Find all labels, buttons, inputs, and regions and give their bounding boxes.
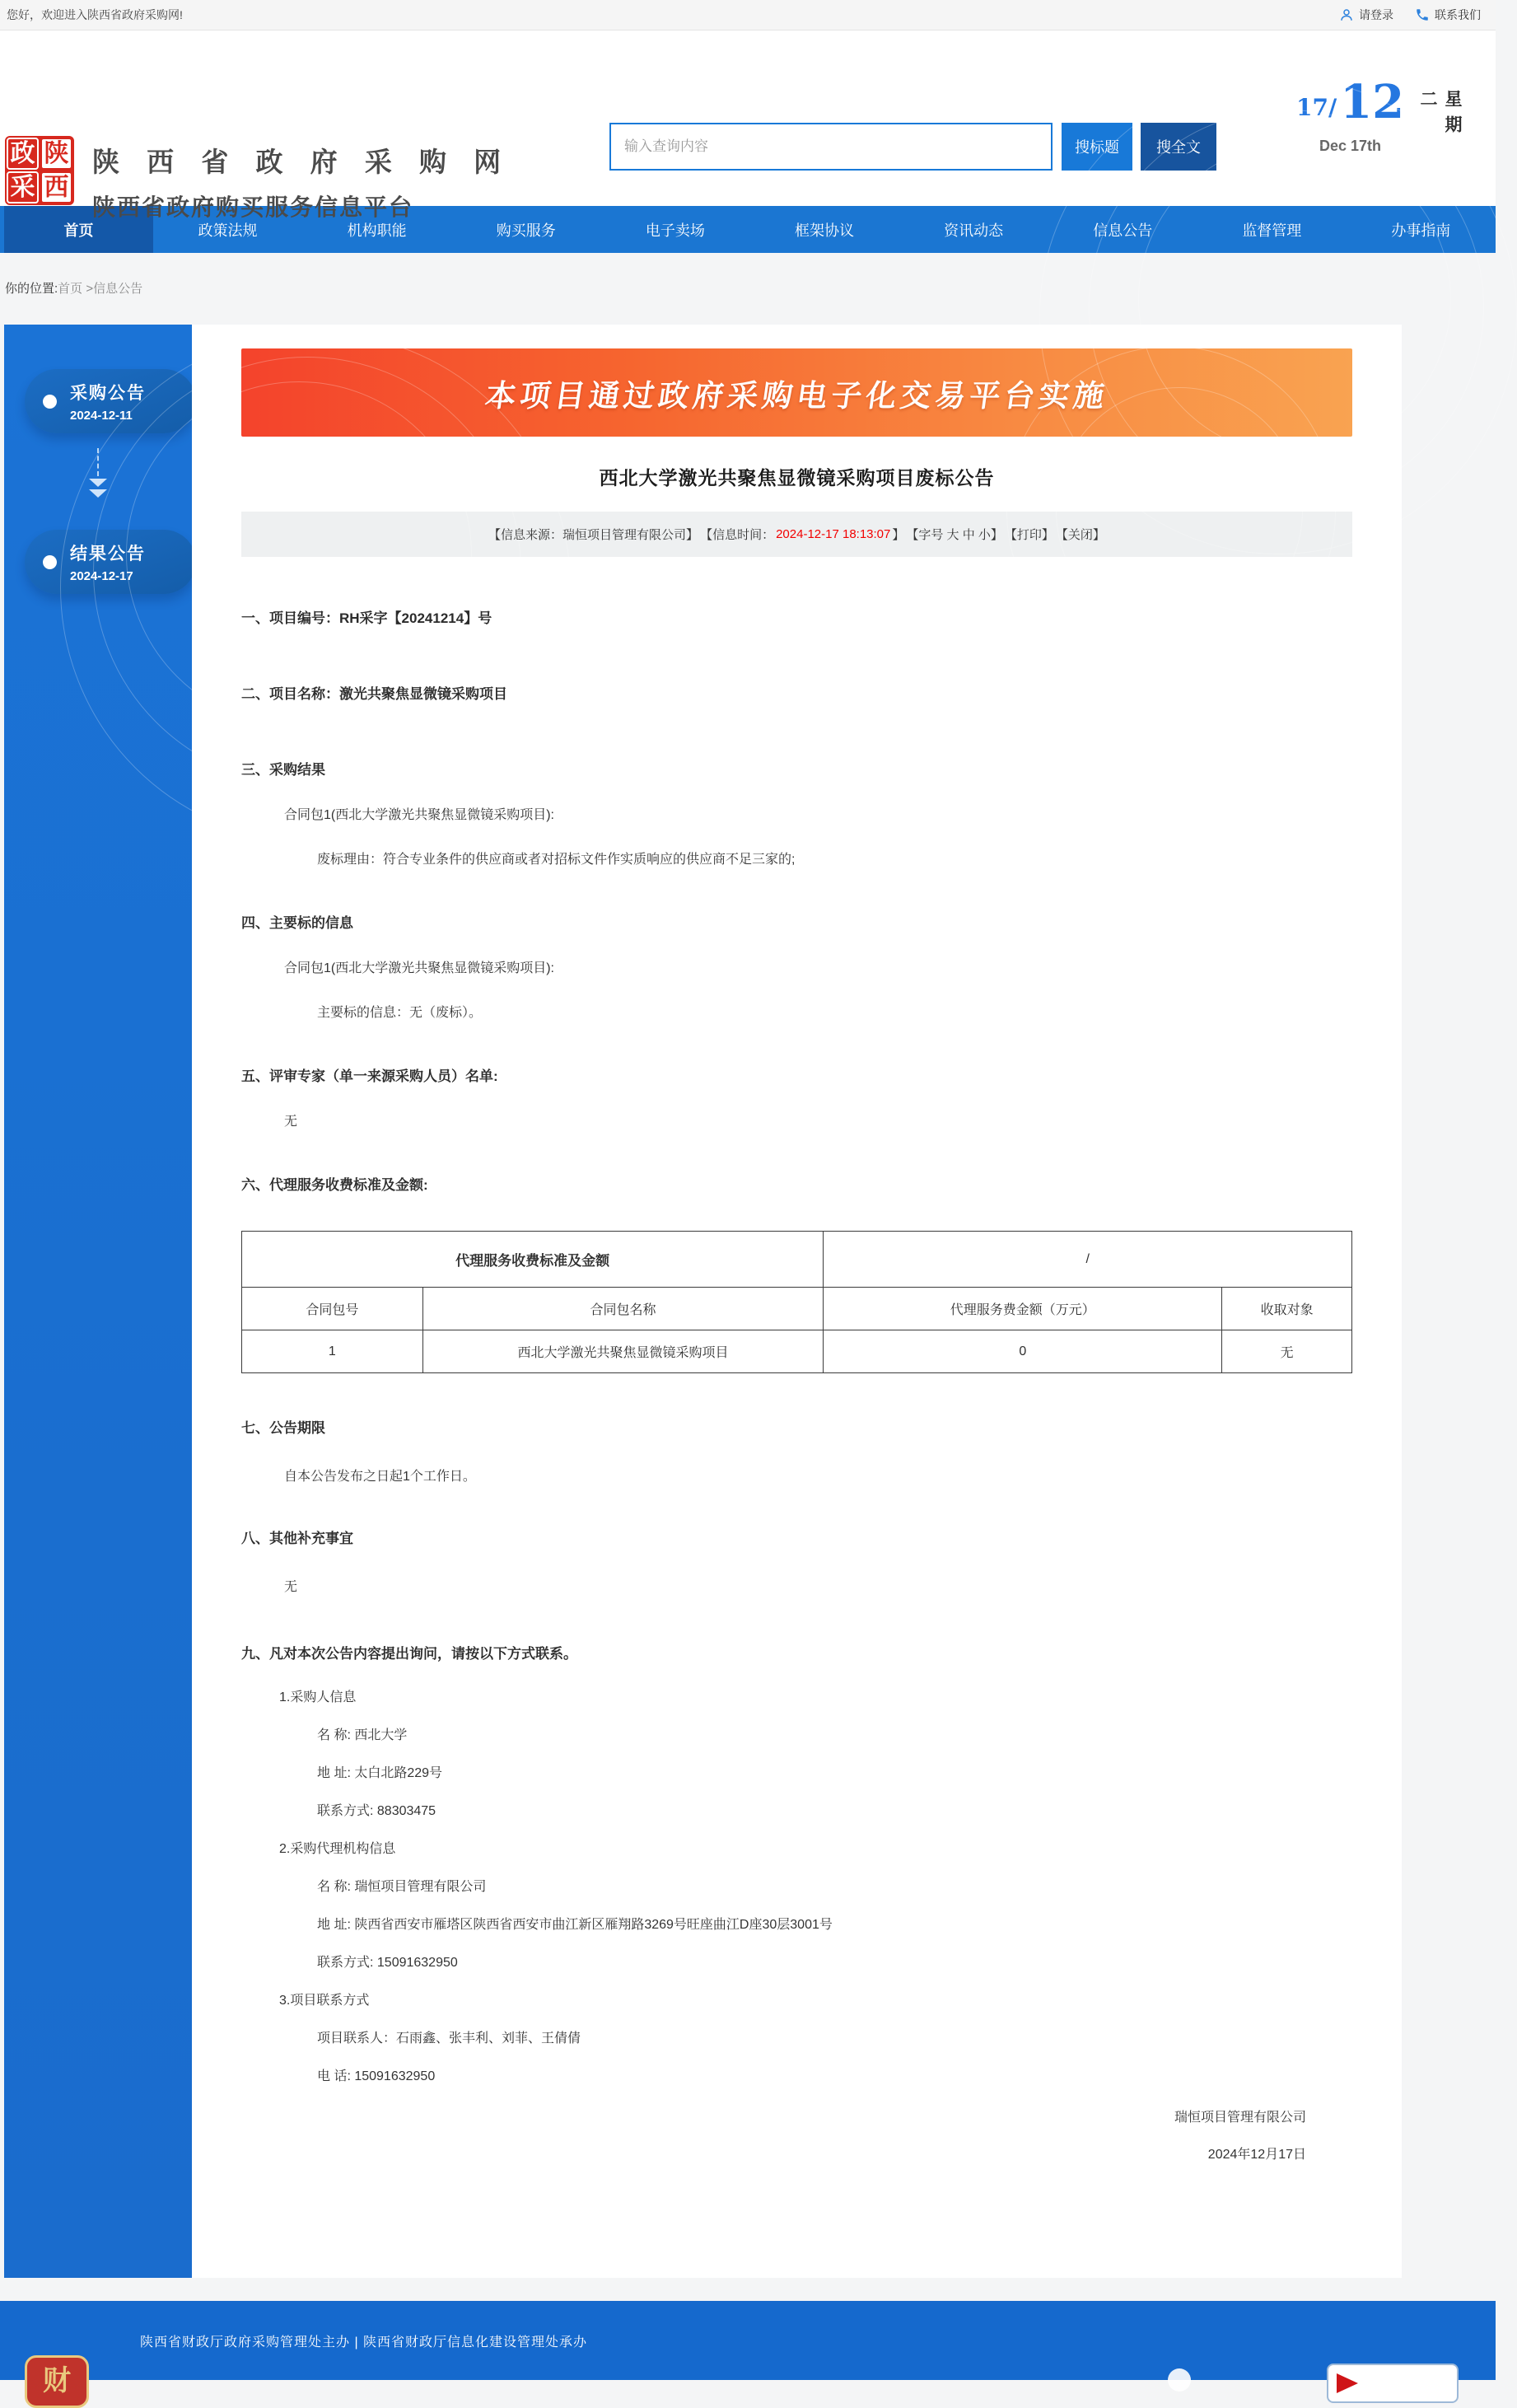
section-7-paragraph: 自本公告发布之日起1个工作日。: [284, 1470, 476, 1484]
agency-fee-table: [241, 1231, 1352, 1373]
nav-item-guide[interactable]: 办事指南: [1391, 222, 1451, 239]
agency-address: 地 址: 陕西省西安市雁塔区陕西省西安市曲江新区雁翔路3269号旺座曲江D座30层3001号: [317, 1918, 833, 1932]
step-procurement-announcement[interactable]: 采购公告 2024-12-11: [25, 369, 196, 433]
breadcrumb-current: 信息公告: [93, 282, 143, 296]
nav-item-functions[interactable]: 机构职能: [347, 222, 407, 239]
section-4-paragraph: 合同包1(西北大学激光共聚焦显微镜采购项目):: [284, 961, 555, 975]
section-3-paragraph: 合同包1(西北大学激光共聚焦显微镜采购项目):: [284, 808, 555, 822]
footer-badge-icon: [1168, 2368, 1191, 2392]
close-button[interactable]: 【关闭】: [1055, 528, 1105, 542]
purchaser-address: 地 址: 太白北路229号: [317, 1766, 443, 1780]
purchaser-name: 名 称: 西北大学: [317, 1728, 408, 1742]
nav-item-supervision[interactable]: 监督管理: [1242, 222, 1302, 239]
font-size-control[interactable]: 【字号 大 中 小】: [906, 528, 1003, 542]
footer-text: 陕西省财政厅政府采购管理处主办 | 陕西省财政厅信息化建设管理处承办: [140, 2335, 588, 2350]
login-link[interactable]: 请登录: [1339, 7, 1393, 23]
search-fulltext-button[interactable]: 搜全文: [1141, 123, 1216, 171]
banner-text: 本项目通过政府采购电子化交易平台实施: [483, 378, 1110, 413]
meta-time-label: 【信息时间：: [700, 528, 775, 542]
section-8-heading: 八、其他补充事宜: [241, 1531, 353, 1546]
section-2-heading: 二、项目名称：激光共聚焦显微镜采购项目: [241, 686, 507, 702]
nav-item-policies[interactable]: 政策法规: [198, 222, 258, 239]
site-subtitle: 陕西省政府购买服务信息平台: [92, 194, 414, 220]
table-merged-header-left: 代理服务收费标准及金额: [242, 1232, 824, 1288]
site-certification-badge[interactable]: [1327, 2364, 1459, 2403]
section-4-paragraph: 主要标的信息：无（废标）。: [317, 1006, 483, 1020]
meta-time-value: 2024-12-17 18:13:07: [776, 527, 891, 541]
breadcrumb-separator: >: [82, 282, 94, 296]
table-merged-header-right: /: [824, 1232, 1352, 1288]
section-5-heading: 五、评审专家（单一来源采购人员）名单:: [241, 1068, 498, 1084]
table-cell: 西北大学激光共聚焦显微镜采购项目: [422, 1330, 824, 1373]
meta-source: 【信息来源：瑞恒项目管理有限公司】: [488, 528, 699, 542]
nav-item-news[interactable]: 资讯动态: [944, 222, 1004, 239]
project-contacts: 项目联系人：石雨鑫、张丰利、刘菲、王倩倩: [317, 2032, 581, 2046]
section-4-heading: 四、主要标的信息: [241, 915, 353, 931]
table-cell: 无: [1222, 1330, 1352, 1373]
section-1-heading: 一、项目编号：RH采字【20241214】号: [241, 610, 492, 626]
purchaser-info-heading: 1.采购人信息: [279, 1690, 357, 1704]
table-cell: 1: [242, 1330, 423, 1373]
flag-icon: [1337, 2373, 1358, 2393]
table-col-header: 合同包号: [242, 1288, 423, 1330]
agency-name: 名 称: 瑞恒项目管理有限公司: [317, 1880, 487, 1894]
section-6-heading: 六、代理服务收费标准及金额:: [241, 1177, 428, 1193]
user-icon: [1339, 7, 1354, 22]
print-button[interactable]: 【打印】: [1004, 528, 1054, 542]
breadcrumb-prefix: 你的位置:: [5, 282, 58, 296]
seal-logo-icon: 政 陕 采 西: [5, 136, 74, 205]
table-row: [242, 1232, 1352, 1288]
topbar: [0, 0, 1496, 30]
step-result-announcement[interactable]: 结果公告 2024-12-17: [25, 530, 196, 594]
section-5-paragraph: 无: [284, 1115, 298, 1129]
announcement-title: 西北大学激光共聚焦显微镜采购项目废标公告: [599, 467, 995, 489]
page-footer: [0, 2301, 1496, 2396]
signature-date: 2024年12月17日: [1207, 2148, 1306, 2162]
section-8-paragraph: 无: [284, 1580, 298, 1594]
section-3-paragraph: 废标理由：符合专业条件的供应商或者对招标文件作实质响应的供应商不足三家的;: [317, 853, 796, 867]
purchaser-phone: 联系方式: 88303475: [317, 1804, 436, 1818]
site-logo[interactable]: [5, 136, 511, 222]
breadcrumb-home-link[interactable]: 首页: [58, 282, 83, 296]
date-english: Dec 17th: [1319, 138, 1382, 155]
nav-item-home[interactable]: 首页: [4, 206, 153, 253]
section-9-heading: 九、凡对本次公告内容提出询问，请按以下方式联系。: [241, 1646, 577, 1662]
finance-emblem-icon: 财: [25, 2355, 89, 2408]
section-3-heading: 三、采购结果: [241, 762, 325, 778]
contact-link[interactable]: 联系我们: [1415, 7, 1481, 23]
table-row: [242, 1288, 1352, 1330]
signature-org: 瑞恒项目管理有限公司: [1174, 2111, 1306, 2125]
table-row: [242, 1330, 1352, 1373]
content-layout: [0, 325, 1496, 2278]
table-cell: 0: [824, 1330, 1222, 1373]
nav-item-purchase-service[interactable]: 购买服务: [496, 222, 556, 239]
date-month: 12: [1340, 75, 1405, 129]
project-phone: 电 话: 15091632950: [317, 2069, 436, 2083]
date-weekday: 星期二: [1418, 90, 1462, 141]
table-col-header: 收取对象: [1222, 1288, 1352, 1330]
table-col-header: 合同包名称: [422, 1288, 824, 1330]
nav-item-framework[interactable]: 框架协议: [794, 222, 854, 239]
nav-item-emall[interactable]: 电子卖场: [645, 222, 705, 239]
site-title: 陕 西 省 政 府 采 购 网: [92, 147, 511, 177]
table-col-header: 代理服务费金额（万元）: [824, 1288, 1222, 1330]
platform-banner: [241, 348, 1352, 437]
search-input[interactable]: [609, 123, 1053, 171]
meta-time-close: 】: [892, 528, 905, 542]
agency-info-heading: 2.采购代理机构信息: [279, 1842, 396, 1856]
bullet-dot-icon: [43, 395, 57, 409]
project-contact-heading: 3.项目联系方式: [279, 1994, 370, 2008]
welcome-text: 您好，欢迎进入陕西省政府采购网!: [7, 8, 183, 21]
search-title-button[interactable]: 搜标题: [1062, 123, 1132, 171]
article-panel: [192, 325, 1402, 2278]
nav-item-announcements[interactable]: 信息公告: [1093, 222, 1153, 239]
phone-icon: [1415, 7, 1430, 22]
agency-phone: 联系方式: 15091632950: [317, 1956, 458, 1970]
section-7-heading: 七、公告期限: [241, 1420, 325, 1436]
bullet-dot-icon: [43, 555, 57, 569]
date-day: 17/: [1296, 94, 1337, 122]
